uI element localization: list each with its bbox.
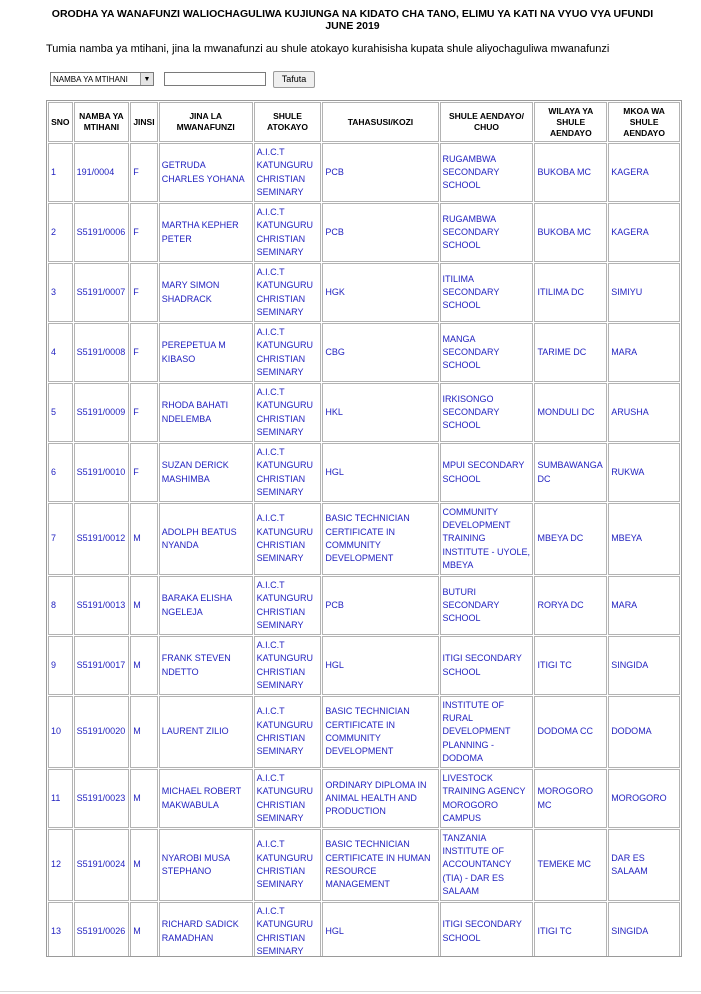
- cell-mkoa: SINGIDA: [608, 636, 680, 695]
- cell-wilaya: DODOMA CC: [534, 696, 607, 768]
- cell-jina: RHODA BAHATI NDELEMBA: [159, 383, 253, 442]
- cell-namba: S5191/0024: [74, 829, 130, 901]
- cell-namba: S5191/0013: [74, 576, 130, 635]
- column-header-wilaya: WILAYA YA SHULE AENDAYO: [534, 102, 607, 142]
- cell-jinsi: F: [130, 323, 158, 382]
- cell-namba: S5191/0026: [74, 902, 130, 957]
- column-header-aendayo: SHULE AENDAYO/ CHUO: [440, 102, 534, 142]
- search-input[interactable]: [164, 72, 266, 86]
- cell-atokayo: A.I.C.T KATUNGURU CHRISTIAN SEMINARY: [254, 503, 322, 575]
- cell-sno: 11: [48, 769, 73, 828]
- cell-sno: 7: [48, 503, 73, 575]
- table-row: [48, 263, 680, 322]
- table-row: [48, 383, 680, 442]
- table-row: [48, 203, 680, 262]
- cell-jinsi: F: [130, 263, 158, 322]
- page-bottom-divider: [0, 991, 701, 992]
- cell-sno: 2: [48, 203, 73, 262]
- dropdown-arrow-icon[interactable]: ▼: [140, 73, 153, 85]
- cell-wilaya: MOROGORO MC: [534, 769, 607, 828]
- cell-wilaya: RORYA DC: [534, 576, 607, 635]
- cell-mkoa: RUKWA: [608, 443, 680, 502]
- cell-jina: MARY SIMON SHADRACK: [159, 263, 253, 322]
- cell-jinsi: M: [130, 503, 158, 575]
- cell-mkoa: SINGIDA: [608, 902, 680, 957]
- cell-kozi: HGL: [322, 902, 438, 957]
- table-row: [48, 902, 680, 957]
- cell-namba: S5191/0006: [74, 203, 130, 262]
- cell-kozi: HGL: [322, 636, 438, 695]
- cell-kozi: ORDINARY DIPLOMA IN ANIMAL HEALTH AND PRODUCTION: [322, 769, 438, 828]
- cell-mkoa: DAR ES SALAAM: [608, 829, 680, 901]
- cell-jina: MICHAEL ROBERT MAKWABULA: [159, 769, 253, 828]
- cell-atokayo: A.I.C.T KATUNGURU CHRISTIAN SEMINARY: [254, 576, 322, 635]
- cell-sno: 4: [48, 323, 73, 382]
- cell-jina: RICHARD SADICK RAMADHAN: [159, 902, 253, 957]
- column-header-namba: NAMBA YA MTIHANI: [74, 102, 130, 142]
- cell-sno: 10: [48, 696, 73, 768]
- cell-mkoa: MBEYA: [608, 503, 680, 575]
- cell-jinsi: M: [130, 576, 158, 635]
- table-row: [48, 503, 680, 575]
- cell-kozi: HGL: [322, 443, 438, 502]
- cell-namba: S5191/0012: [74, 503, 130, 575]
- cell-atokayo: A.I.C.T KATUNGURU CHRISTIAN SEMINARY: [254, 443, 322, 502]
- results-table-container[interactable]: [46, 100, 682, 957]
- cell-atokayo: A.I.C.T KATUNGURU CHRISTIAN SEMINARY: [254, 143, 322, 202]
- search-bar: [50, 70, 315, 88]
- cell-jinsi: M: [130, 829, 158, 901]
- cell-jinsi: F: [130, 203, 158, 262]
- cell-wilaya: TEMEKE MC: [534, 829, 607, 901]
- cell-aendayo: ITILIMA SECONDARY SCHOOL: [440, 263, 534, 322]
- cell-atokayo: A.I.C.T KATUNGURU CHRISTIAN SEMINARY: [254, 263, 322, 322]
- cell-namba: S5191/0020: [74, 696, 130, 768]
- cell-mkoa: KAGERA: [608, 143, 680, 202]
- search-type-select[interactable]: [50, 72, 154, 86]
- cell-aendayo: LIVESTOCK TRAINING AGENCY MOROGORO CAMPUS: [440, 769, 534, 828]
- search-type-value: NAMBA YA MTIHANI: [53, 74, 128, 84]
- cell-atokayo: A.I.C.T KATUNGURU CHRISTIAN SEMINARY: [254, 769, 322, 828]
- cell-aendayo: MANGA SECONDARY SCHOOL: [440, 323, 534, 382]
- cell-namba: 191/0004: [74, 143, 130, 202]
- table-row: [48, 443, 680, 502]
- cell-mkoa: MARA: [608, 323, 680, 382]
- cell-wilaya: MBEYA DC: [534, 503, 607, 575]
- cell-mkoa: MARA: [608, 576, 680, 635]
- cell-aendayo: BUTURI SECONDARY SCHOOL: [440, 576, 534, 635]
- cell-sno: 6: [48, 443, 73, 502]
- cell-atokayo: A.I.C.T KATUNGURU CHRISTIAN SEMINARY: [254, 636, 322, 695]
- cell-mkoa: MOROGORO: [608, 769, 680, 828]
- cell-jina: BARAKA ELISHA NGELEJA: [159, 576, 253, 635]
- cell-kozi: HKL: [322, 383, 438, 442]
- column-header-atokayo: SHULE ATOKAYO: [254, 102, 322, 142]
- cell-aendayo: RUGAMBWA SECONDARY SCHOOL: [440, 203, 534, 262]
- cell-wilaya: TARIME DC: [534, 323, 607, 382]
- cell-sno: 5: [48, 383, 73, 442]
- cell-namba: S5191/0009: [74, 383, 130, 442]
- table-row: [48, 576, 680, 635]
- cell-mkoa: ARUSHA: [608, 383, 680, 442]
- column-header-jinsi: JINSI: [130, 102, 158, 142]
- cell-aendayo: ITIGI SECONDARY SCHOOL: [440, 902, 534, 957]
- cell-aendayo: COMMUNITY DEVELOPMENT TRAINING INSTITUTE - UYOLE, MBEYA: [440, 503, 534, 575]
- cell-wilaya: ITILIMA DC: [534, 263, 607, 322]
- cell-mkoa: DODOMA: [608, 696, 680, 768]
- cell-mkoa: SIMIYU: [608, 263, 680, 322]
- cell-atokayo: A.I.C.T KATUNGURU CHRISTIAN SEMINARY: [254, 323, 322, 382]
- cell-aendayo: MPUI SECONDARY SCHOOL: [440, 443, 534, 502]
- cell-jinsi: M: [130, 769, 158, 828]
- page-title: ORODHA YA WANAFUNZI WALIOCHAGULIWA KUJIUNGA NA KIDATO CHA TANO, ELIMU YA KATI NA VYUO VYA UFUNDI JUNE 2019: [51, 8, 654, 32]
- cell-jina: FRANK STEVEN NDETTO: [159, 636, 253, 695]
- cell-atokayo: A.I.C.T KATUNGURU CHRISTIAN SEMINARY: [254, 696, 322, 768]
- cell-jina: PEREPETUA M KIBASO: [159, 323, 253, 382]
- table-header-row: [48, 102, 680, 142]
- cell-sno: 8: [48, 576, 73, 635]
- cell-namba: S5191/0017: [74, 636, 130, 695]
- cell-sno: 1: [48, 143, 73, 202]
- cell-atokayo: A.I.C.T KATUNGURU CHRISTIAN SEMINARY: [254, 902, 322, 957]
- page-subtitle: Tumia namba ya mtihani, jina la mwanafunzi au shule atokayo kurahisisha kupata shule aliyochaguliwa mwanafunzi: [46, 43, 610, 55]
- cell-jina: LAURENT ZILIO: [159, 696, 253, 768]
- cell-sno: 9: [48, 636, 73, 695]
- cell-namba: S5191/0010: [74, 443, 130, 502]
- cell-mkoa: KAGERA: [608, 203, 680, 262]
- column-header-jina: JINA LA MWANAFUNZI: [159, 102, 253, 142]
- cell-jinsi: F: [130, 143, 158, 202]
- cell-jinsi: M: [130, 636, 158, 695]
- cell-kozi: PCB: [322, 143, 438, 202]
- cell-wilaya: SUMBAWANGA DC: [534, 443, 607, 502]
- cell-kozi: HGK: [322, 263, 438, 322]
- cell-aendayo: INSTITUTE OF RURAL DEVELOPMENT PLANNING - DODOMA: [440, 696, 534, 768]
- cell-jina: GETRUDA CHARLES YOHANA: [159, 143, 253, 202]
- table-row: [48, 636, 680, 695]
- cell-kozi: BASIC TECHNICIAN CERTIFICATE IN COMMUNITY DEVELOPMENT: [322, 503, 438, 575]
- table-row: [48, 769, 680, 828]
- cell-kozi: PCB: [322, 203, 438, 262]
- cell-wilaya: MONDULI DC: [534, 383, 607, 442]
- cell-kozi: CBG: [322, 323, 438, 382]
- cell-aendayo: TANZANIA INSTITUTE OF ACCOUNTANCY (TIA) - DAR ES SALAAM: [440, 829, 534, 901]
- cell-aendayo: IRKISONGO SECONDARY SCHOOL: [440, 383, 534, 442]
- cell-jina: NYAROBI MUSA STEPHANO: [159, 829, 253, 901]
- cell-jinsi: F: [130, 383, 158, 442]
- table-row: [48, 829, 680, 901]
- cell-jinsi: M: [130, 902, 158, 957]
- cell-wilaya: ITIGI TC: [534, 902, 607, 957]
- cell-jina: ADOLPH BEATUS NYANDA: [159, 503, 253, 575]
- cell-aendayo: RUGAMBWA SECONDARY SCHOOL: [440, 143, 534, 202]
- table-row: [48, 143, 680, 202]
- cell-kozi: PCB: [322, 576, 438, 635]
- cell-jina: MARTHA KEPHER PETER: [159, 203, 253, 262]
- table-row: [48, 696, 680, 768]
- cell-wilaya: BUKOBA MC: [534, 203, 607, 262]
- table-row: [48, 323, 680, 382]
- cell-namba: S5191/0008: [74, 323, 130, 382]
- cell-kozi: BASIC TECHNICIAN CERTIFICATE IN COMMUNITY DEVELOPMENT: [322, 696, 438, 768]
- cell-sno: 12: [48, 829, 73, 901]
- results-table: [47, 101, 681, 957]
- cell-jina: SUZAN DERICK MASHIMBA: [159, 443, 253, 502]
- cell-aendayo: ITIGI SECONDARY SCHOOL: [440, 636, 534, 695]
- cell-wilaya: ITIGI TC: [534, 636, 607, 695]
- cell-sno: 13: [48, 902, 73, 957]
- column-header-mkoa: MKOA WA SHULE AENDAYO: [608, 102, 680, 142]
- cell-namba: S5191/0023: [74, 769, 130, 828]
- column-header-sno: SNO: [48, 102, 73, 142]
- cell-namba: S5191/0007: [74, 263, 130, 322]
- column-header-kozi: TAHASUSI/KOZI: [322, 102, 438, 142]
- cell-atokayo: A.I.C.T KATUNGURU CHRISTIAN SEMINARY: [254, 383, 322, 442]
- cell-wilaya: BUKOBA MC: [534, 143, 607, 202]
- cell-sno: 3: [48, 263, 73, 322]
- cell-atokayo: A.I.C.T KATUNGURU CHRISTIAN SEMINARY: [254, 829, 322, 901]
- cell-kozi: BASIC TECHNICIAN CERTIFICATE IN HUMAN RESOURCE MANAGEMENT: [322, 829, 438, 901]
- search-button[interactable]: Tafuta: [273, 71, 315, 88]
- cell-jinsi: F: [130, 443, 158, 502]
- cell-jinsi: M: [130, 696, 158, 768]
- cell-atokayo: A.I.C.T KATUNGURU CHRISTIAN SEMINARY: [254, 203, 322, 262]
